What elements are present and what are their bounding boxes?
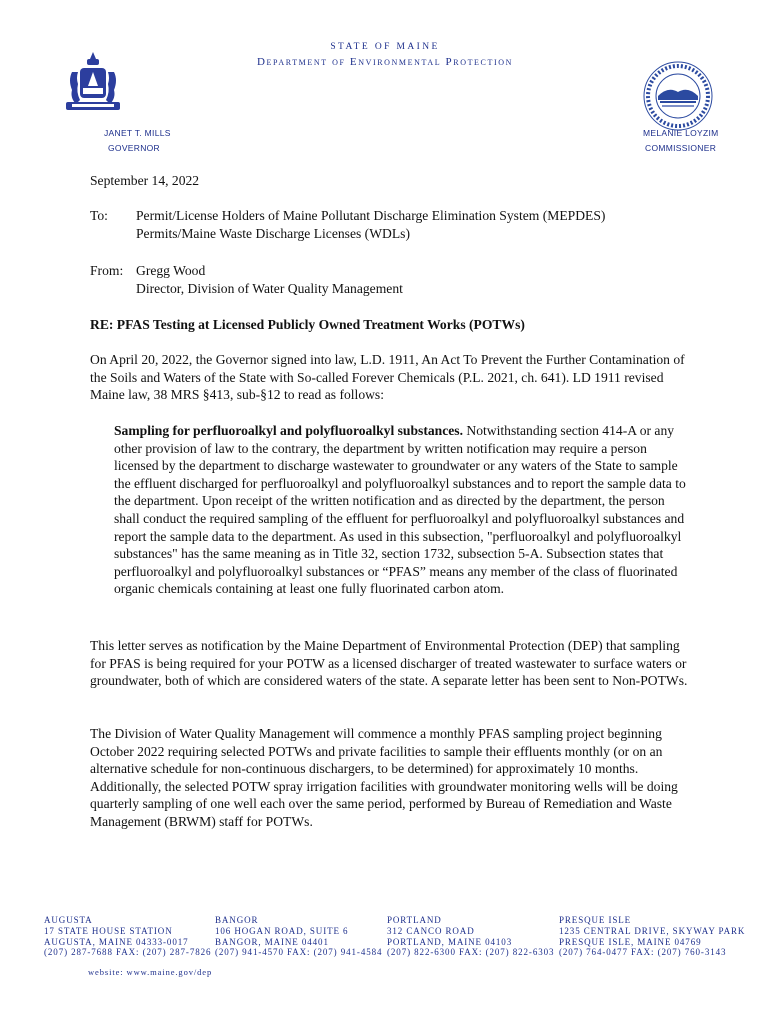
letterhead-state: STATE OF MAINE: [330, 42, 440, 52]
commissioner-title: COMMISSIONER: [645, 143, 717, 153]
to-line-2: Permits/Maine Waste Discharge Licenses (WDLs): [136, 225, 410, 241]
office-city-zip: PORTLAND, MAINE 04103: [387, 936, 513, 947]
state-seal-icon: [60, 50, 126, 116]
office-phone: (207) 764-0477 FAX: (207) 760-3143: [559, 947, 727, 958]
office-phone: (207) 287-7688 FAX: (207) 287-7826: [44, 947, 212, 958]
office-address: 1235 CENTRAL DRIVE, SKYWAY PARK: [559, 925, 746, 936]
office-city: AUGUSTA: [44, 915, 93, 925]
commissioner-name: MELANIE LOYZIM: [643, 128, 719, 138]
paragraph-1: On April 20, 2022, the Governor signed into law, L.D. 1911, An Act To Prevent the Further Contamination of the Soils and Waters of the State with So-called Forever Chemicals (P.L. 2021, ch. 641). LD 1911 revised Maine law, 38 MRS §413, sub-§12 to read as follows:: [90, 352, 685, 403]
quote-body: Notwithstanding section 414-A or any other provision of law to the contrary, the department by written notification may require a person licensed by the department to discharge wastewater to groundwater or any waters of the State to sample the effluent discharged for perfluoroalkyl and polyfluoroalkyl substances and to report the sample data to the department. Upon receipt of the written notification and as directed by the department, the person shall conduct the required sampling of the effluent for perfluoroalkyl and polyfluoroalkyl substances and report the sample data to the department. As used in this subsection, "perfluoroalkyl and polyfluoroalkyl substances" has the same meaning as in Title 32, section 1732, subsection 5-A. Subsection states that perfluoroalkyl and polyfluoroalkyl substances or “PFAS” means any member of the class of fluorinated organic chemicals containing at least one fully fluorinated carbon atom.: [114, 423, 686, 597]
office-address: 17 STATE HOUSE STATION: [44, 925, 173, 936]
governor-name: JANET T. MILLS: [104, 128, 171, 138]
office-phone: (207) 941-4570 FAX: (207) 941-4584: [215, 947, 383, 958]
footer-office-bangor: [215, 915, 382, 958]
from-name: Gregg Wood: [136, 263, 206, 278]
to-line-1: Permit/License Holders of Maine Pollutant Discharge Elimination System (MEPDES): [136, 208, 606, 223]
website-link[interactable]: website: www.maine.gov/dep: [88, 967, 213, 977]
paragraph-2: This letter serves as notification by the Maine Department of Environmental Protection (DEP) that sampling for PFAS is being required for your POTW as a licensed discharger of treated wastewater to surface waters or groundwater, both of which are considered waters of the state. A separate letter has been sent to Non-POTWs.: [90, 638, 688, 689]
from-title: Director, Division of Water Quality Management: [136, 280, 403, 296]
letter-date: September 14, 2022: [90, 173, 200, 188]
to-recipients: [136, 207, 696, 242]
to-label: To:: [90, 208, 108, 223]
footer-office-portland: [387, 915, 554, 958]
office-phone: (207) 822-6300 FAX: (207) 822-6303: [387, 947, 555, 958]
footer-office-augusta: [44, 915, 211, 958]
quote-heading: Sampling for perfluoroalkyl and polyfluoroalkyl substances.: [114, 423, 463, 438]
subject-line: RE: PFAS Testing at Licensed Publicly Owned Treatment Works (POTWs): [90, 317, 525, 332]
paragraph-3: The Division of Water Quality Management will commence a monthly PFAS sampling project beginning October 2022 requiring selected POTWs and private facilities to sample their effluents monthly (or on an alternative schedule for non-continuous dischargers, to be determined) for approximately 10 months. Additionally, the selected POTW spray irrigation facilities with groundwater monitoring wells will be doing quarterly sampling of one well each over the same period, performed by Bureau of Remediation and Waste Management (BRWM) staff for POTWs.: [90, 726, 678, 829]
dep-logo-icon: [642, 60, 714, 132]
office-city-zip: AUGUSTA, MAINE 04333-0017: [44, 936, 189, 947]
from-label: From:: [90, 263, 124, 278]
governor-title: GOVERNOR: [108, 143, 160, 153]
office-city-zip: BANGOR, MAINE 04401: [215, 936, 329, 947]
statute-quote: [114, 422, 688, 598]
office-city: PORTLAND: [387, 915, 442, 925]
from-sender: [136, 262, 696, 297]
letterhead-department: Department of Environmental Protection: [257, 56, 513, 68]
office-address: 312 CANCO ROAD: [387, 925, 475, 936]
office-city-zip: PRESQUE ISLE, MAINE 04769: [559, 936, 702, 947]
office-city: PRESQUE ISLE: [559, 915, 632, 925]
office-address: 106 HOGAN ROAD, SUITE 6: [215, 925, 349, 936]
footer-office-presque-isle: [559, 915, 745, 958]
office-city: BANGOR: [215, 915, 259, 925]
